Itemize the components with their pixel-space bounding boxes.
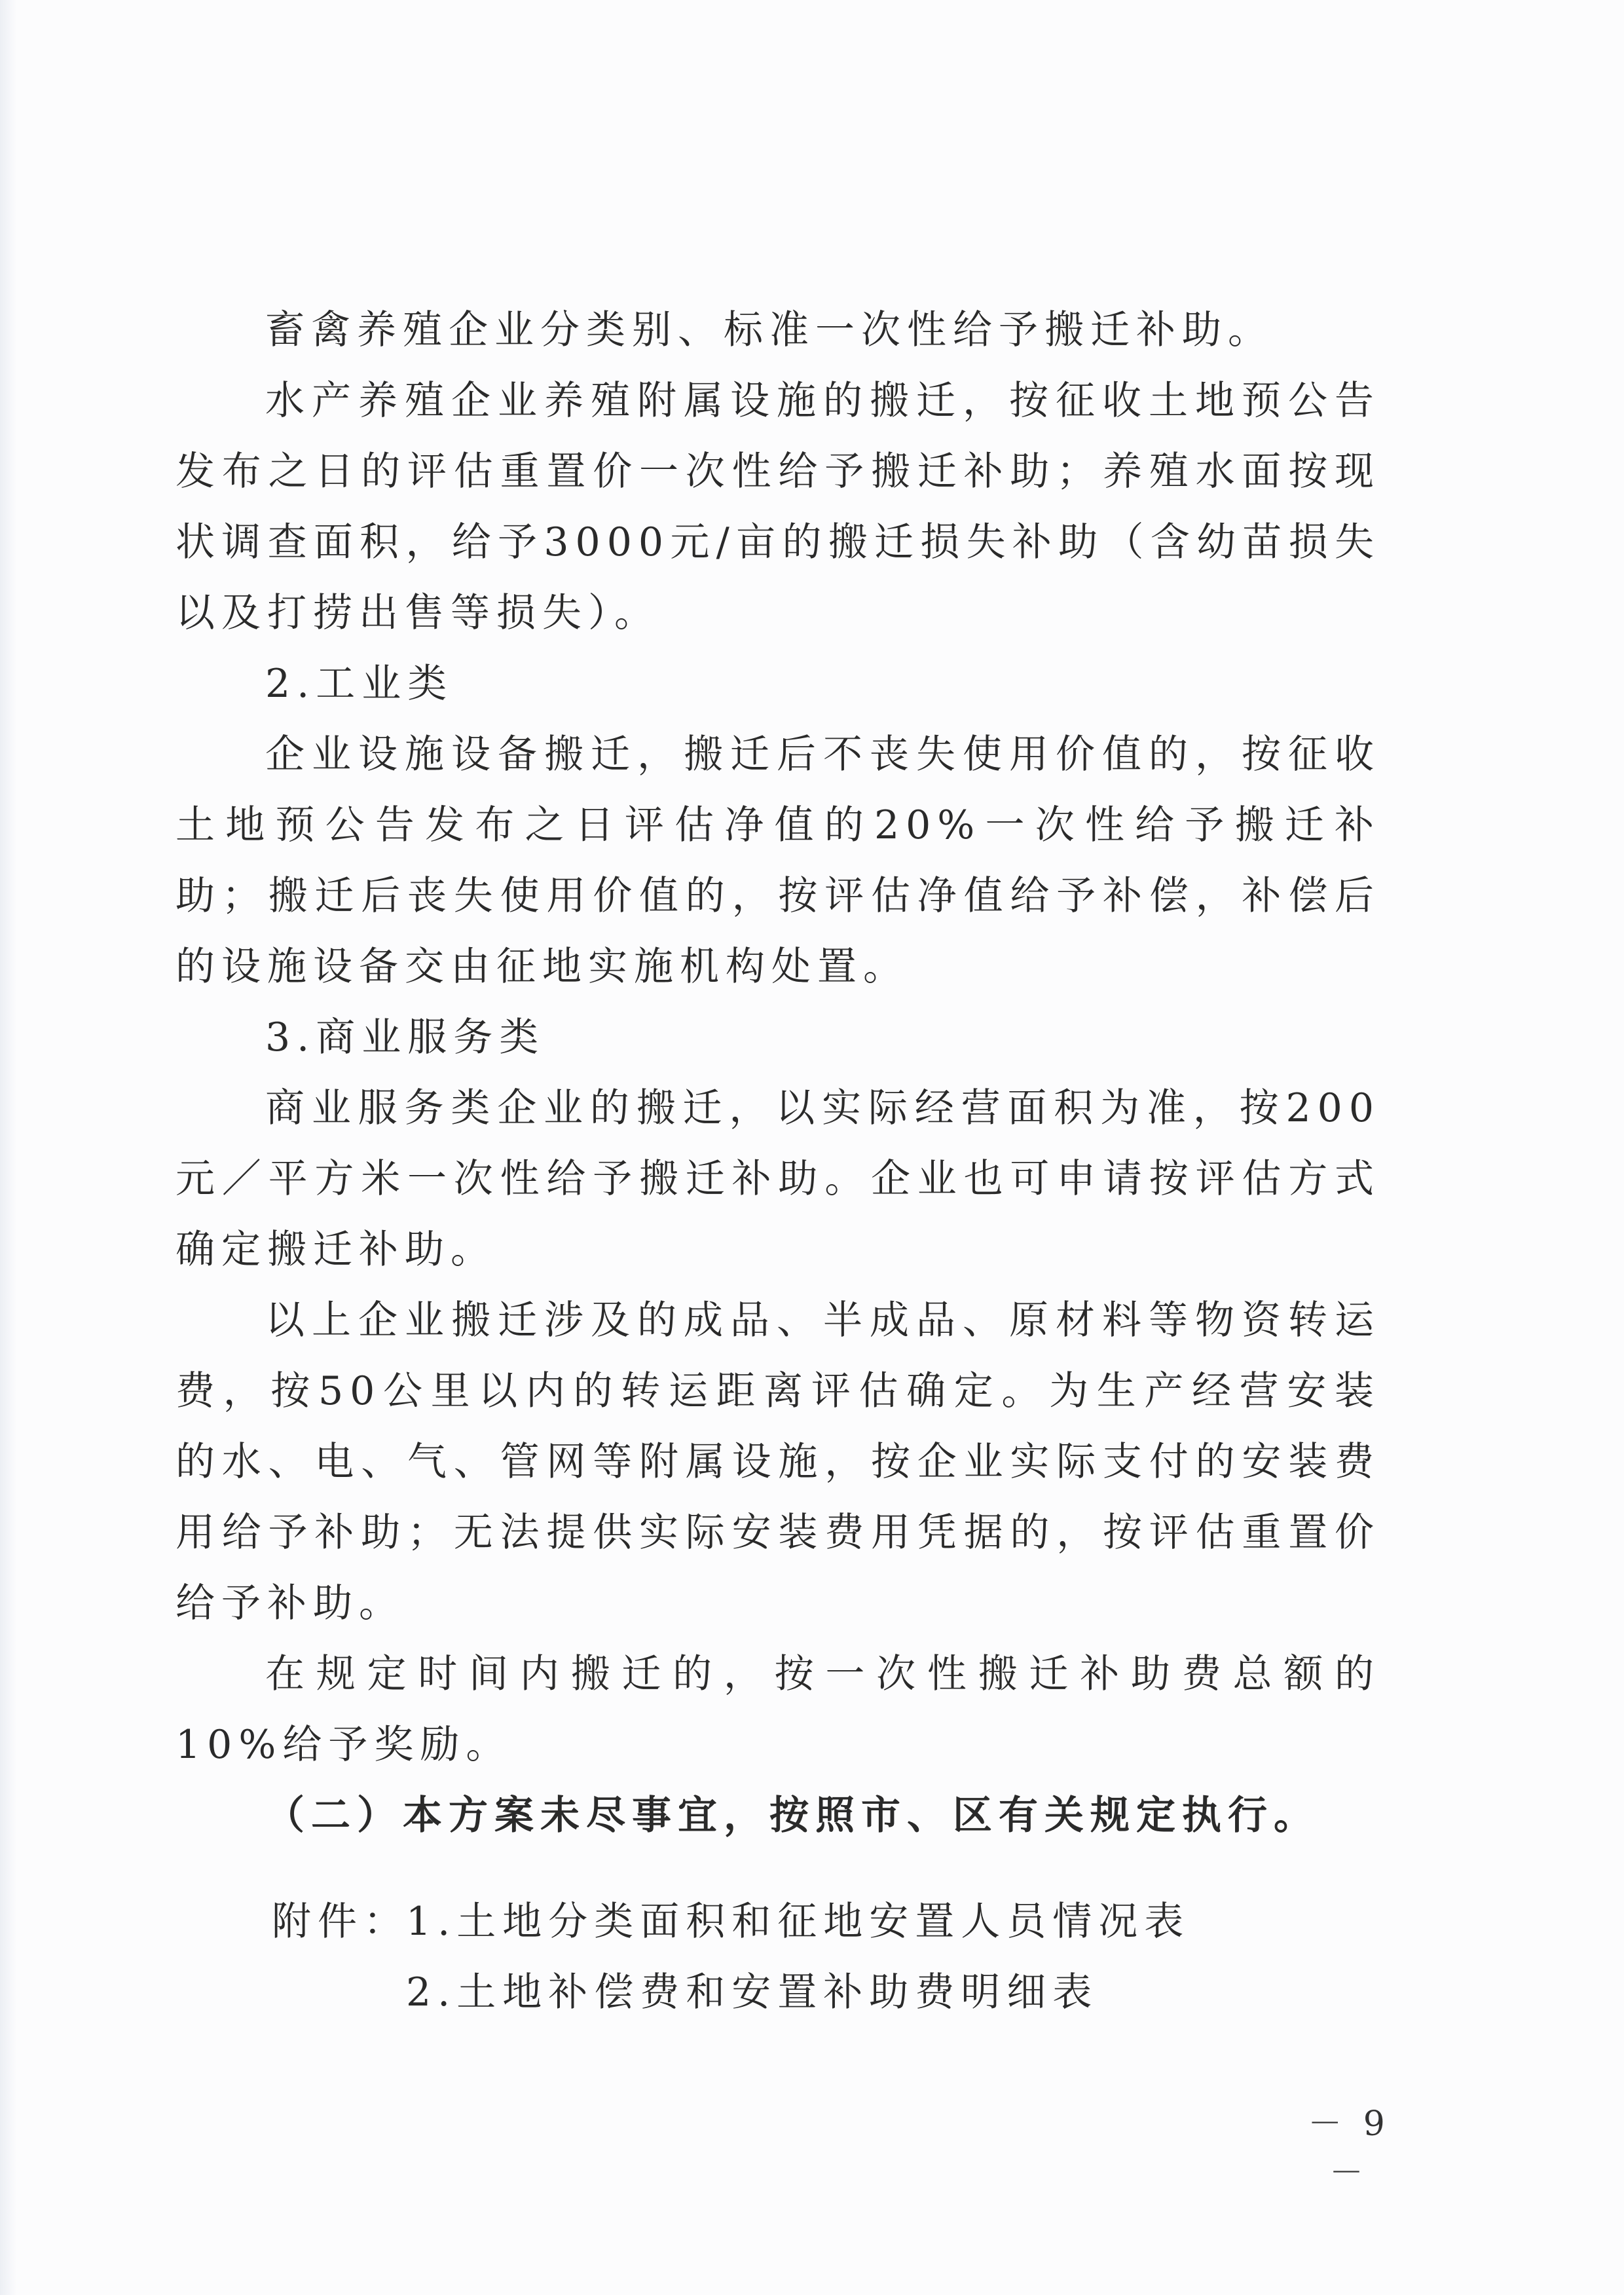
section-heading-other-matters: （二）本方案未尽事宜，按照市、区有关规定执行。	[265, 1793, 1320, 1838]
scan-edge-shadow	[0, 0, 17, 2295]
heading-industrial: 2.工业类	[265, 661, 454, 707]
document-body	[175, 295, 1380, 2028]
paragraph-livestock: 畜禽养殖企业分类别、标准一次性给予搬迁补助。	[265, 307, 1274, 353]
heading-commercial: 3.商业服务类	[265, 1015, 545, 1060]
paragraph-reward: 在规定时间内搬迁的，按一次性搬迁补助费总额的10%给予奖励。	[175, 1651, 1380, 1768]
paragraph-industrial: 企业设施设备搬迁，搬迁后不丧失使用价值的，按征收土地预公告发布之日评估净值的20%一次性给予搬迁补助；搬迁后丧失使用价值的，按评估净值给予补偿，补偿后的设施设备交由征地实施机构处置。	[175, 732, 1380, 990]
paragraph-transport: 以上企业搬迁涉及的成品、半成品、原材料等物资转运费，按50公里以内的转运距离评估确定。为生产经营安装的水、电、气、管网等附属设施，按企业实际支付的安装费用给予补助；无法提供实际安装费用凭据的，按评估重置价给予补助。	[175, 1297, 1380, 1626]
attachment-row	[272, 1886, 1380, 1957]
attachment-item: 1.土地分类面积和征地安置人员情况表	[406, 1899, 1190, 1945]
paragraph-commercial: 商业服务类企业的搬迁，以实际经营面积为准，按200元／平方米一次性给予搬迁补助。企业也可申请按评估方式确定搬迁补助。	[175, 1085, 1380, 1273]
attachments-label: 附件：	[272, 1899, 409, 1945]
attachments-list	[175, 1886, 1380, 2028]
attachment-row	[272, 1957, 1380, 2028]
page-number: － 9 －	[1308, 2104, 1390, 2193]
attachment-item: 2.土地补偿费和安置补助费明细表	[406, 1969, 1099, 2015]
paragraph-aquaculture: 水产养殖企业养殖附属设施的搬迁，按征收土地预公告发布之日的评估重置价一次性给予搬迁补助；养殖水面按现状调查面积，给予3000元/亩的搬迁损失补助（含幼苗损失以及打捞出售等损失）。	[175, 378, 1380, 636]
